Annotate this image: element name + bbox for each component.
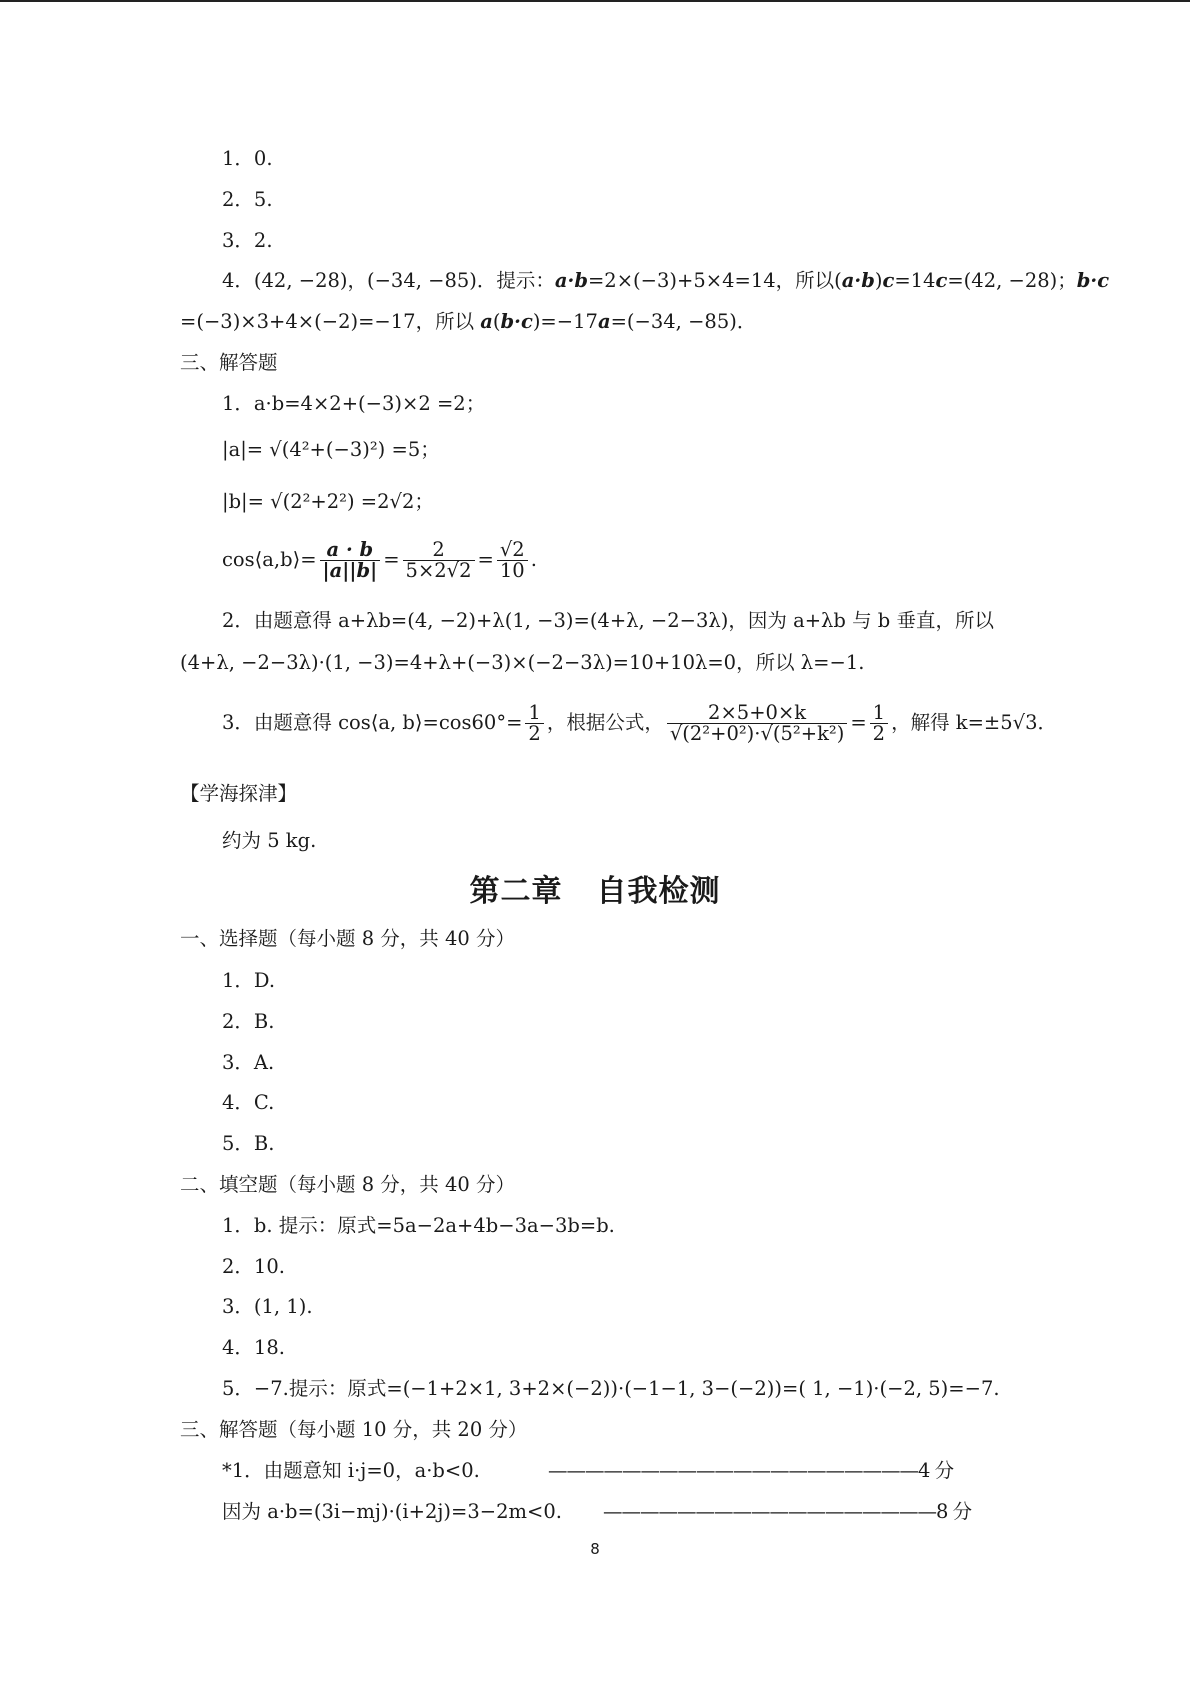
solve-1-dot-product: 1．a·b=4×2+(−3)×2 =2；	[222, 392, 486, 415]
cos-fraction-1: $\frac{a \cdot b}{|a||b|}$	[320, 540, 381, 581]
answer-2: 2．5.	[222, 188, 273, 211]
choice-item: 1．D.	[222, 969, 276, 992]
formula-fraction: $\frac{2\times 5+0\times k}{\text{√(2²+0²)·√(5²+k²)}}$	[667, 703, 847, 744]
solve-2-line-2: (4+λ, −2−3λ)·(1, −3)=4+λ+(−3)×(−2−3λ)=10+10λ=0，所以 λ=−1.	[180, 651, 865, 674]
xuehai-heading: 【学海探津】	[180, 782, 298, 805]
half-fraction: $\frac{1}{2}$	[525, 703, 543, 744]
fill-item-3: 3．(1, 1).	[222, 1295, 313, 1318]
fill-item-5: 5．−7.提示：原式=(−1+2×1, 3+2×(−2))·(−1−1, 3−(−2))=( 1, −1)·(−2, 5)=−7.	[222, 1377, 1000, 1400]
solve-2-step-2: 因为 a·b=(3i−mj)·(i+2j)=3−2m<0.	[222, 1500, 562, 1523]
cos-fraction-3: $\frac{√2}{10}$	[497, 540, 528, 581]
chapter-title: 第二章 自我检测	[469, 874, 721, 909]
cos-fraction-2: $\frac{2}{5\times 2√2}$	[403, 540, 475, 581]
answer-4-line-2: =(−3)×3+4×(−2)=−17，所以 a(b·c)=−17a=(−34, −85)．	[180, 310, 757, 333]
choice-item: 5．B.	[222, 1132, 275, 1155]
solve-2-step-1: *1．由题意知 i·j=0，a·b<0.	[222, 1459, 480, 1482]
xuehai-answer: 约为 5 kg.	[222, 829, 317, 852]
solve-1-abs-b: |b|= √(2²+2²) =2√2；	[222, 490, 434, 513]
solve-2-step-2-score: ——————————————————8 分	[603, 1500, 972, 1523]
answer-1: 1．0.	[222, 147, 273, 170]
fill-heading: 二、填空题（每小题 8 分，共 40 分）	[180, 1173, 516, 1196]
choice-item: 4．C.	[222, 1091, 275, 1114]
choice-item: 2．B.	[222, 1010, 275, 1033]
page-top-border	[0, 0, 1190, 2]
answer-3: 3．2.	[222, 229, 273, 252]
fill-item-2: 2．10.	[222, 1255, 285, 1278]
choice-heading: 一、选择题（每小题 8 分，共 40 分）	[180, 927, 516, 950]
solve-2-line-1: 2．由题意得 a+λb=(4, −2)+λ(1, −3)=(4+λ, −2−3λ)，因为 a+λb 与 b 垂直，所以	[222, 609, 994, 632]
solve-1-cos: cos⟨a,b⟩= $\frac{a \cdot b}{|a||b|}$ = $\frac{2}{5\times 2√2}$ = $\frac{√2}{10}$ .	[222, 538, 537, 582]
solve-1-abs-a: |a|= √(4²+(−3)²) =5；	[222, 438, 440, 461]
choice-item: 3．A.	[222, 1051, 275, 1074]
fill-item-4: 4．18.	[222, 1336, 285, 1359]
solve-2-heading: 三、解答题（每小题 10 分，共 20 分）	[180, 1418, 528, 1441]
fill-item-1: 1．b. 提示：原式=5a−2a+4b−3a−3b=b.	[222, 1214, 615, 1237]
solve-3-line: 3．由题意得 cos⟨a, b⟩=cos60°= $\frac{1}{2}$ ，根据公式， $\frac{2\times 5+0\times k}{\text{√(2²+0²)·√(5²+k²)}}$ = $\frac{1}{2}$ ，解得 k=±5√3．	[222, 701, 1058, 745]
section-heading-solve: 三、解答题	[180, 351, 278, 374]
answer-4-line-1: 4．(42, −28)，(−34, −85)．提示：a·b=2×(−3)+5×4=14，所以(a·b)c=14c=(42, −28)；b·c	[222, 269, 1110, 292]
half-fraction-2: $\frac{1}{2}$	[870, 703, 888, 744]
solve-2-step-1-score: ————————————————————4 分	[548, 1459, 954, 1482]
page-number: 8	[590, 1540, 600, 1558]
